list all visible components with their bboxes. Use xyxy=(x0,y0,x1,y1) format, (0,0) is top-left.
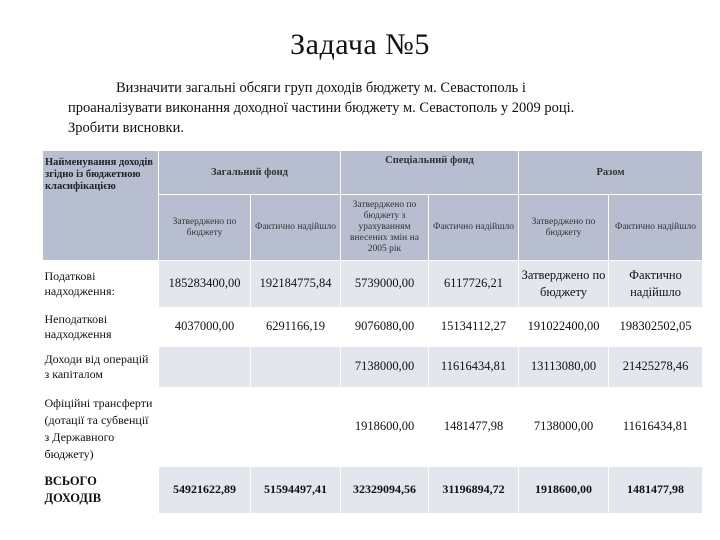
header-total: Разом xyxy=(519,151,703,195)
cell: 54921622,89 xyxy=(159,467,251,513)
task-line-3: Зробити висновки. xyxy=(68,120,184,136)
row-name: ВСЬОГО ДОХОДІВ xyxy=(43,467,159,513)
row-name: Доходи від операцій з капіталом xyxy=(43,347,159,387)
header-t-approved: Затверджено по бюджету xyxy=(519,195,609,261)
cell: 192184775,84 xyxy=(251,261,341,307)
header-general-fund: Загальний фонд xyxy=(159,151,341,195)
cell: 4037000,00 xyxy=(159,307,251,347)
cell: 15134112,27 xyxy=(429,307,519,347)
cell: 11616434,81 xyxy=(429,347,519,387)
cell: 185283400,00 xyxy=(159,261,251,307)
cell: 9076080,00 xyxy=(341,307,429,347)
cell: 11616434,81 xyxy=(609,387,703,467)
table-row xyxy=(43,261,703,307)
table-row-total xyxy=(43,467,703,513)
header-gf-actual: Фактично надійшло xyxy=(251,195,341,261)
cell: 191022400,00 xyxy=(519,307,609,347)
cell: 1481477,98 xyxy=(609,467,703,513)
cell: 1918600,00 xyxy=(341,387,429,467)
cell: 31196894,72 xyxy=(429,467,519,513)
task-text xyxy=(68,78,688,138)
cell: 21425278,46 xyxy=(609,347,703,387)
header-t-actual: Фактично надійшло xyxy=(609,195,703,261)
header-gf-approved: Затверджено по бюджету xyxy=(159,195,251,261)
cell xyxy=(251,387,341,467)
cell: 1918600,00 xyxy=(519,467,609,513)
table-row xyxy=(43,307,703,347)
cell: 7138000,00 xyxy=(341,347,429,387)
table-row xyxy=(43,387,703,467)
row-name: Неподаткові надходження xyxy=(43,307,159,347)
revenue-table xyxy=(42,150,702,514)
cell: 5739000,00 xyxy=(341,261,429,307)
cell: 6291166,19 xyxy=(251,307,341,347)
cell xyxy=(159,387,251,467)
task-line-1: Визначити загальні обсяги груп доходів бюджету м. Севастополь і xyxy=(116,80,526,96)
header-sf-approved: Затверджено по бюджету з урахуванням внесених змін на 2005 рік xyxy=(341,195,429,261)
table-row xyxy=(43,347,703,387)
header-special-fund: Спеціальний фонд xyxy=(341,151,519,195)
row-name: Податкові надходження: xyxy=(43,261,159,307)
row-name: Офіційні трансферти (дотації та субвенції з Державного бюджету) xyxy=(43,387,159,467)
cell: 6117726,21 xyxy=(429,261,519,307)
cell: 13113080,00 xyxy=(519,347,609,387)
cell: 198302502,05 xyxy=(609,307,703,347)
cell: 51594497,41 xyxy=(251,467,341,513)
cell: Фактично надійшло xyxy=(609,261,703,307)
cell xyxy=(159,347,251,387)
slide-title: Задача №5 xyxy=(290,28,430,61)
task-line-2: проаналізувати виконання доходної частини бюджету м. Севастополь у 2009 році. xyxy=(68,100,575,116)
header-sf-actual: Фактично надійшло xyxy=(429,195,519,261)
cell: 32329094,56 xyxy=(341,467,429,513)
cell: Затверджено по бюджету xyxy=(519,261,609,307)
header-corner: Найменування доходів згідно із бюджетною класифікацією xyxy=(43,151,159,261)
cell: 7138000,00 xyxy=(519,387,609,467)
cell: 1481477,98 xyxy=(429,387,519,467)
cell xyxy=(251,347,341,387)
